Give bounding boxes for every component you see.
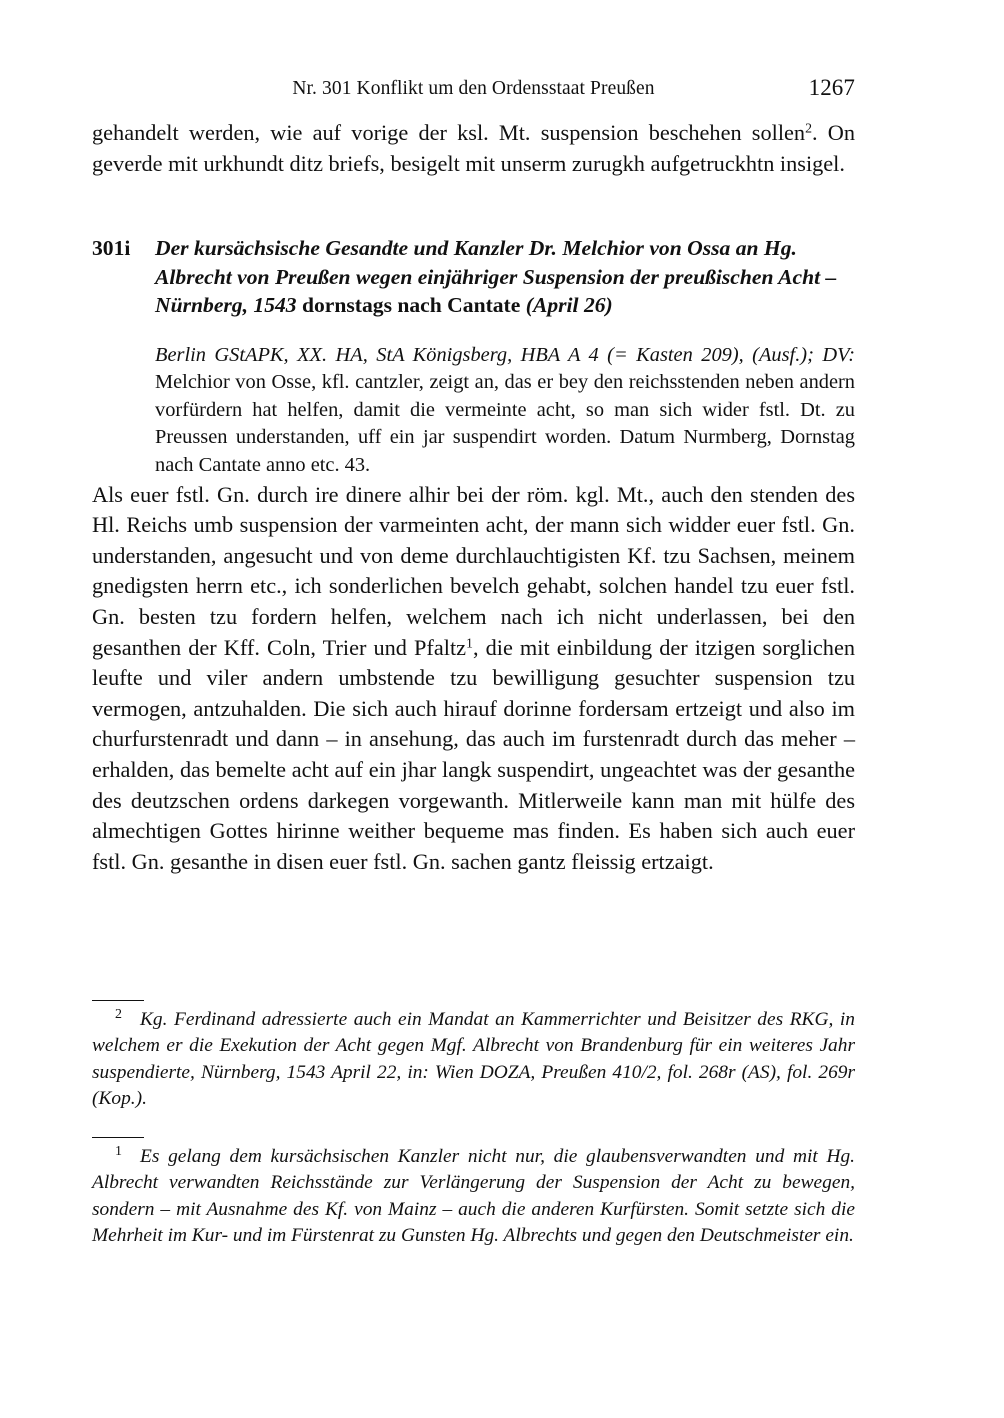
source-note-dorsal: Melchior von Osse, kfl. cantzler, zeigt an, das er bey den reichsstenden neben andern vorfürdern hat helfen, damit die vermeinte acht, so man sich wider fstl. Dt. zu Preussen understanden, uff ein jar suspendirt worden. Datum Nurmberg, Dornstag nach Cantate anno etc. 43. [155,371,855,477]
transcription-paragraph [92,480,855,878]
footnote-reference-1[interactable]: 1 [466,635,473,651]
footnote-separator-rule [92,1137,144,1138]
footnote-item [92,1000,855,1112]
footnote-apparatus [92,1000,855,1274]
footnote-text: Es gelang dem kursächsischen Kanzler nicht nur, die glaubensverwandten und mit Hg. Albrecht verwandten Reichsstände zur Verlängerung der Suspension der Acht zu bewegen, sondern – mit Ausnahme des Kf. von Mainz – auch die anderen Kurfürsten. Somit setzte sich die Mehrheit im Kur- und im Fürstenrat zu Gunsten Hg. Albrechts und gegen den Deutschmeister ein. [92,1146,855,1247]
footnote-separator-rule [92,1000,144,1001]
item-title [155,234,855,320]
footnote-number[interactable]: 1 [115,1143,122,1159]
item-heading [92,234,855,320]
footnote-number[interactable]: 2 [115,1006,122,1022]
footnote-text: Kg. Ferdinand adressierte auch ein Mandat an Kammerrichter und Beisitzer des RKG, in welchem er die Exekution der Acht gegen Mgf. Albrecht von Brandenburg für ein weiteres Jahr suspendierte, Nürnberg, 1543 April 22, in: Wien DOZA, Preußen 410/2, fol. 268r (AS), fol. 269r (Kop.). [92,1009,855,1109]
lead-paragraph [92,118,855,179]
footnote-item [92,1137,855,1249]
item-title-part-1: Der kursächsische Gesandte und Kanzler Dr. Melchior von Ossa an Hg. Albrecht von Preußen wegen einjähriger Suspension der preußischen Acht – Nürnberg, 1543 [155,236,837,318]
transcription-text-before: Als euer fstl. Gn. durch ire dinere alhir bei der röm. kgl. Mt., auch den stenden des Hl. Reichs umb suspension der varmeinten acht, der mann sich widder euer fstl. Gn. understanden, angesucht und von deme durchlauchtigisten Kf. tzu Sachsen, meinem gnedigsten herrn etc., ich sonderlichen bevelch gehabt, solchen handel tzu euer fstl. Gn. besten tzu fordern helfen, welchem nach ich nicht underlassen, bei den gesanthen der Kff. Coln, Trier und Pfaltz [92,481,855,660]
source-note-archive: Berlin GStAPK, XX. HA, StA Königsberg, HBA A 4 (= Kasten 209), (Ausf.); DV: [155,343,855,366]
source-note [155,342,855,480]
item-title-part-2: (April 26) [525,293,613,318]
item-title-part-roman: dornstags nach Cantate [301,293,526,318]
page-number: 1267 [808,75,855,100]
lead-paragraph-text-before: gehandelt werden, wie auf vorige der ksl. Mt. suspension beschehen sollen [92,120,806,145]
transcription-text-after: , die mit einbildung der itzigen sorglichen leufte und viler andern umbstende tzu bewilligung gesuchter suspension tzu vermogen, antzuhalden. Die sich auch hirauf dorinne fordersam ertzeigt und also im churfurstenradt und dann – in ansehung, das auch im furstenradt durch das meher – erhalden, das bemelte acht auf ein jhar langk suspendirt, ungeachtet was der gesanthe des deutzschen ordens darkegen vorgewanth. Mitlerweile kann man mit hülfe des almechtigen Gottes hirinne weither bequeme mas finden. Es haben sich auch euer fstl. Gn. gesanthe in disen euer fstl. Gn. sachen gantz fleissig ertzaigt. [92,634,855,874]
running-head [92,75,855,100]
item-number: 301i [92,236,131,261]
footnote-reference-2[interactable]: 2 [805,120,812,136]
running-head-title: Nr. 301 Konflikt um den Ordensstaat Preußen [292,78,655,99]
lead-paragraph-text-after: . On geverde mit urkhundt ditz briefs, besigelt mit unserm zurugkh aufgetruckhtn insigel. [92,120,856,176]
page-content [92,118,855,877]
